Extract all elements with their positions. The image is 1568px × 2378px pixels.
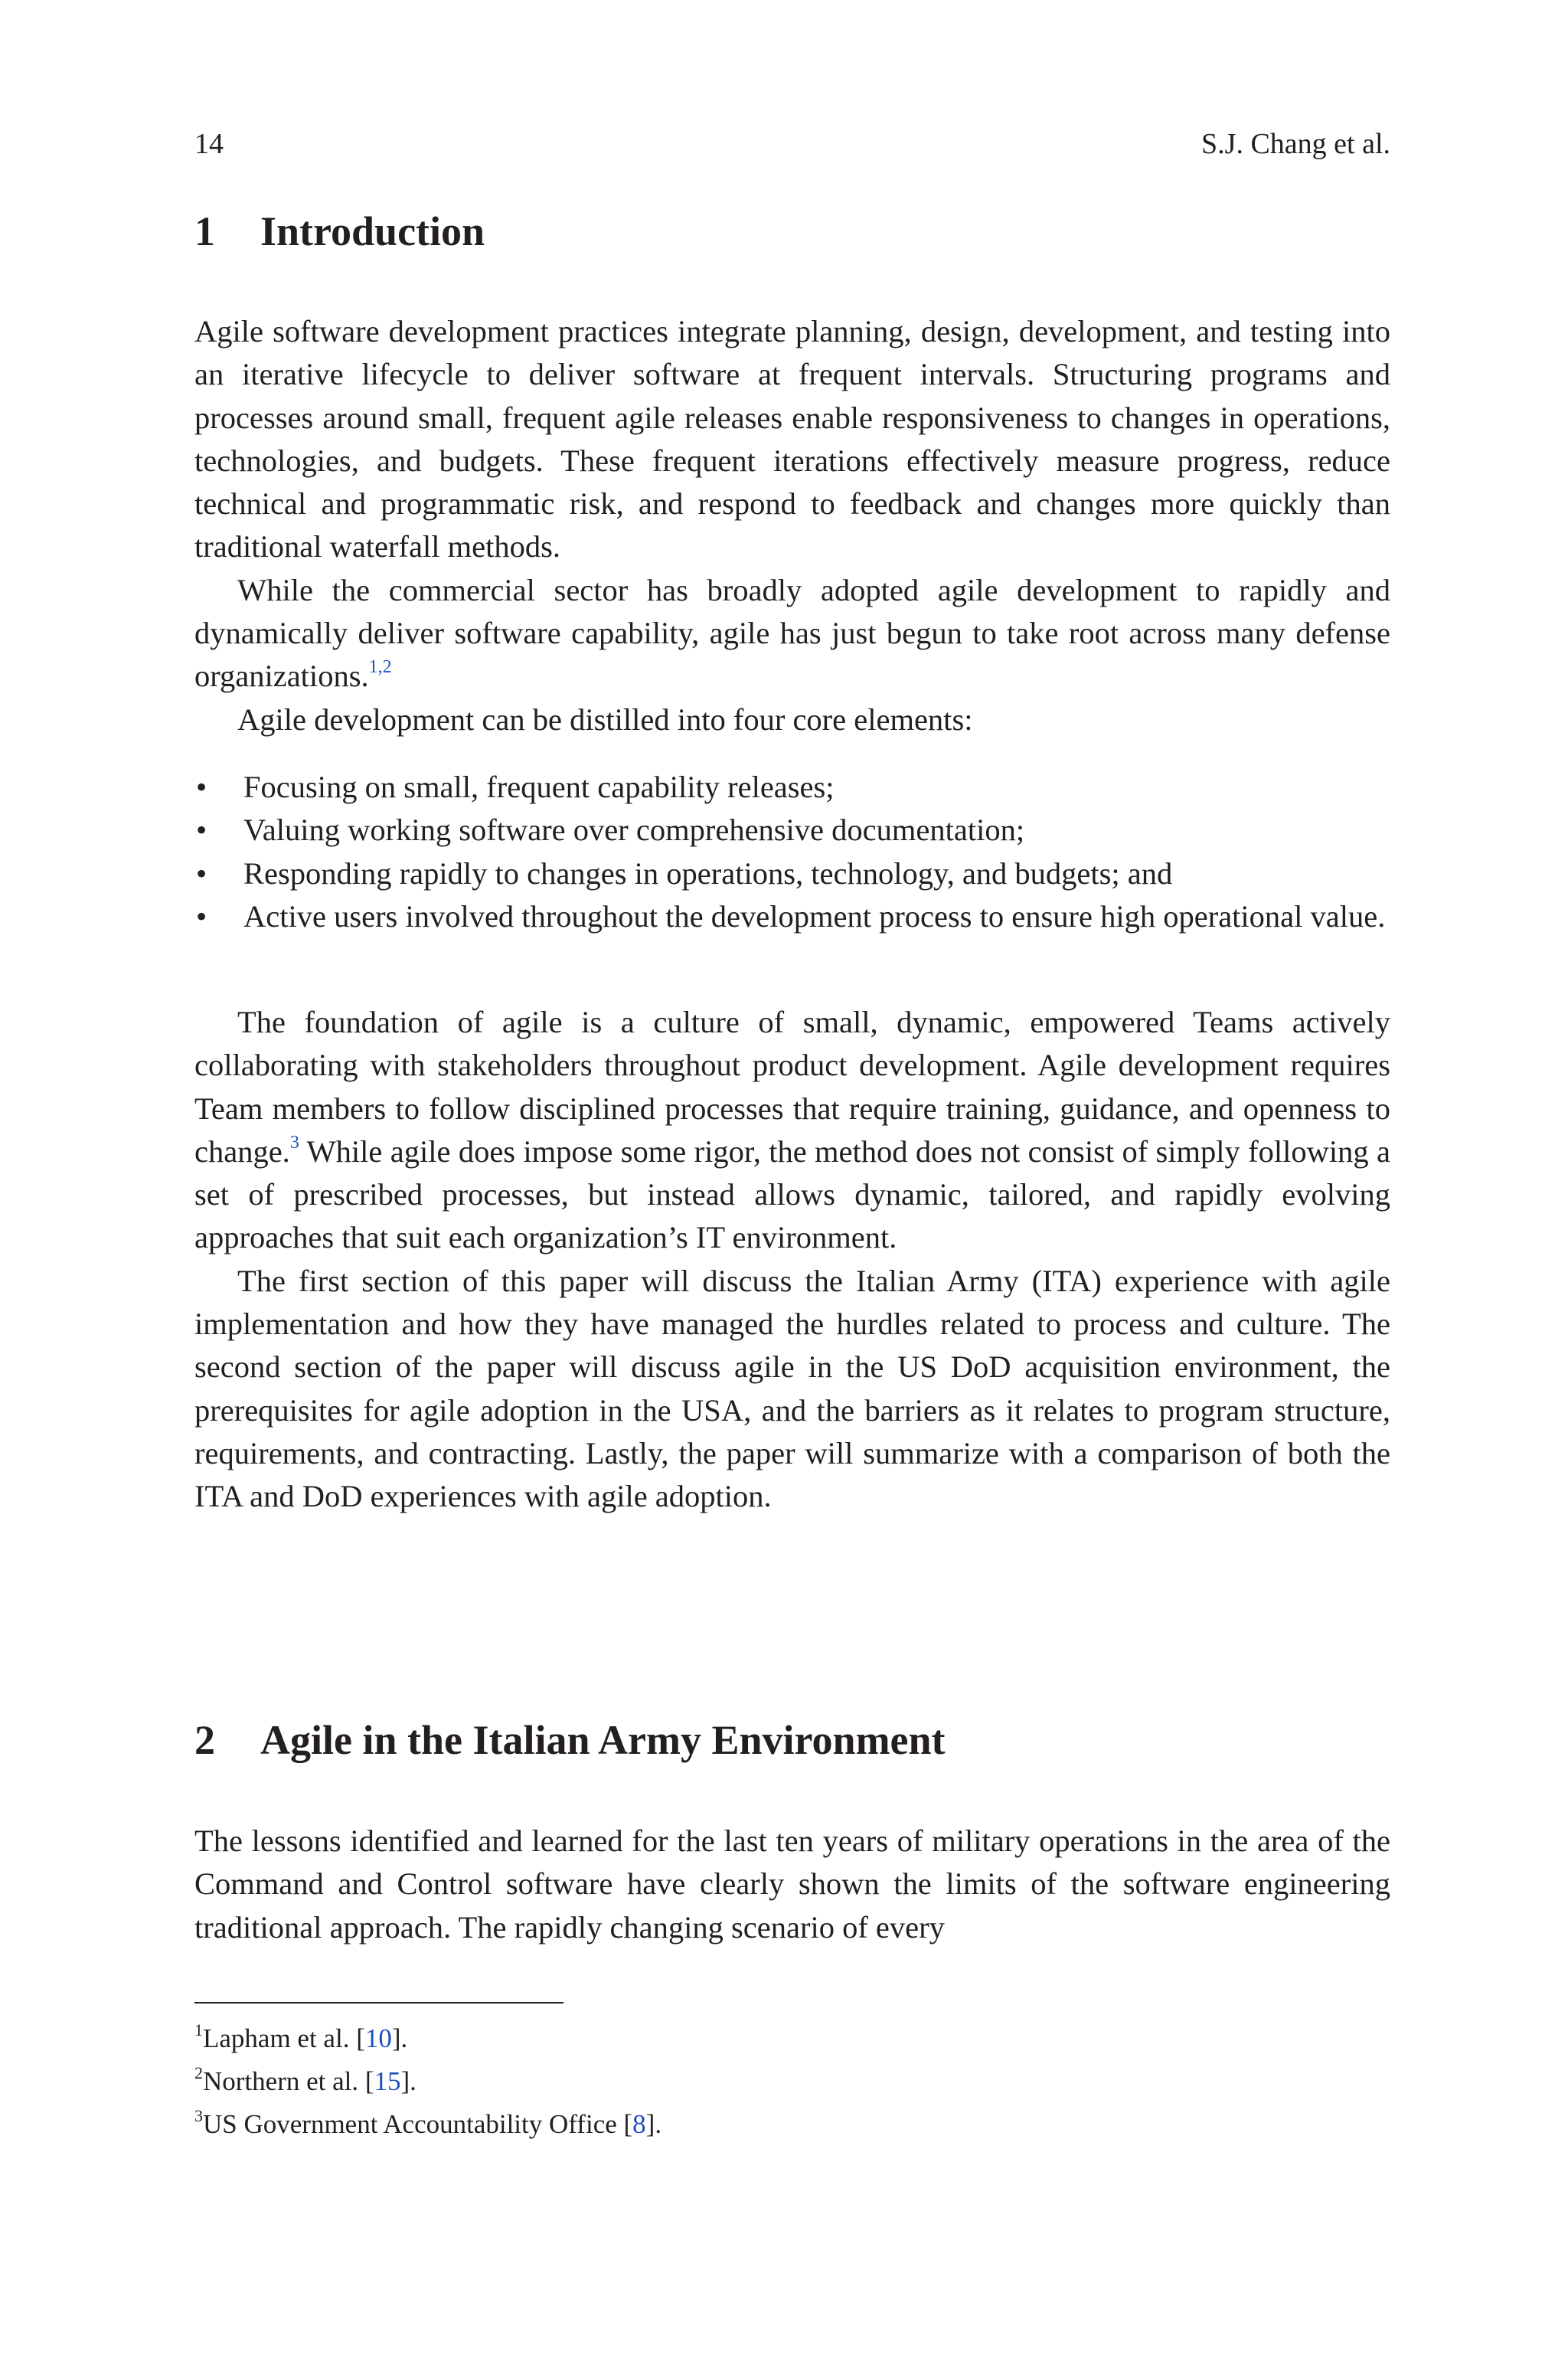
citation-link[interactable]: 15 <box>374 2066 401 2096</box>
citation-link[interactable]: 10 <box>364 2023 392 2053</box>
running-head-authors: S.J. Chang et al. <box>1201 128 1390 160</box>
footnote-text: Northern et al. [ <box>203 2066 374 2096</box>
footnote-3 <box>194 2103 1390 2146</box>
footnote-text: Lapham et al. [ <box>203 2023 365 2053</box>
page-number: 14 <box>194 128 224 160</box>
section-1-paragraph-5: The first section of this paper will discuss the Italian Army (ITA) experience with agile implementation and how they have managed the hurdles related to process and culture. The second section of the paper will discuss agile in the US DoD acquisition environment, the prerequisites for agile adoption in the USA, and the barriers as it relates to program structure, requirements, and contracting. Lastly, the paper will summarize with a comparison of both the ITA and DoD experiences with agile adoption. <box>194 1263 1390 1514</box>
citation-link[interactable]: 8 <box>632 2109 646 2139</box>
bullet-icon: • <box>196 813 207 848</box>
list-item <box>194 895 1390 938</box>
list-item <box>194 809 1390 852</box>
list-item <box>194 766 1390 809</box>
footnote-ref-1-2[interactable]: 1,2 <box>368 657 392 678</box>
section-1-paragraph-4-text-a: The foundation of agile is a culture of small, dynamic, empowered Teams actively collaborating with stakeholders throughout product development. Agile development requires Team members to follow disciplined processes that require training, guidance, and openness to change. <box>194 1005 1390 1169</box>
list-item-text: Valuing working software over comprehensive documentation; <box>243 813 1025 848</box>
footnote-end: ]. <box>391 2023 408 2053</box>
section-1-paragraph-2 <box>194 569 1390 698</box>
footnote-ref-3[interactable]: 3 <box>289 1132 299 1153</box>
footnote-1 <box>194 2017 1390 2060</box>
section-1-paragraph-4 <box>194 1001 1390 1260</box>
footnote-2 <box>194 2060 1390 2103</box>
list-item-text: Responding rapidly to changes in operations, technology, and budgets; and <box>243 855 1173 891</box>
section-2-title: Agile in the Italian Army Environment <box>260 1717 946 1763</box>
section-1-title: Introduction <box>260 208 485 254</box>
section-1-paragraph-2-text: While the commercial sector has broadly adopted agile development to rapidly and dynamically deliver software capability, agile has just begun to take root across many defense organizations. <box>194 572 1390 694</box>
footnote-text: US Government Accountability Office [ <box>203 2109 633 2139</box>
bullet-icon: • <box>196 770 207 804</box>
bullet-icon: • <box>196 898 207 934</box>
core-elements-list-wrapper <box>194 766 1390 938</box>
section-1-number: 1 <box>194 208 215 254</box>
section-2-paragraph-1: The lessons identified and learned for the last ten years of military operations in the area of the Command and Control software have clearly shown the limits of the software engineering traditional approach. The rapidly changing scenario of every <box>194 1824 1390 1945</box>
section-2-number: 2 <box>194 1717 215 1763</box>
footnote-end: ]. <box>400 2066 416 2096</box>
section-1-heading <box>194 207 485 256</box>
section-2-body <box>194 1820 1390 1949</box>
running-head <box>194 126 1390 162</box>
list-item-text: Active users involved throughout the development process to ensure high operational value. <box>243 898 1386 934</box>
section-1-body-bottom <box>194 1001 1390 1519</box>
list-item-text: Focusing on small, frequent capability releases; <box>243 770 835 804</box>
bullet-icon: • <box>196 855 207 891</box>
section-2-heading <box>194 1716 946 1765</box>
footnotes <box>194 2017 1390 2146</box>
core-elements-list <box>194 766 1390 938</box>
section-1-paragraph-3: Agile development can be distilled into four core elements: <box>237 702 973 737</box>
section-1-body-top <box>194 310 1390 741</box>
footnote-number: 2 <box>194 2063 203 2082</box>
section-1-paragraph-1: Agile software development practices integrate planning, design, development, and testing into an iterative lifecycle to deliver software at frequent intervals. Structuring programs and processes around small, frequent agile releases enable responsiveness to changes in operations, technologies, and budgets. These frequent iterations effectively measure progress, reduce technical and programmatic risk, and respond to feedback and changes more quickly than traditional waterfall methods. <box>194 314 1390 564</box>
footnote-number: 1 <box>194 2020 203 2039</box>
footnote-divider <box>194 2002 564 2003</box>
footnote-end: ]. <box>645 2109 662 2139</box>
section-1-paragraph-4-text-b: While agile does impose some rigor, the method does not consist of simply following a set of prescribed processes, but instead allows dynamic, tailored, and rapidly evolving approaches that suit each organization’s IT environment. <box>194 1133 1390 1255</box>
footnote-number: 3 <box>194 2106 203 2125</box>
list-item <box>194 852 1390 895</box>
